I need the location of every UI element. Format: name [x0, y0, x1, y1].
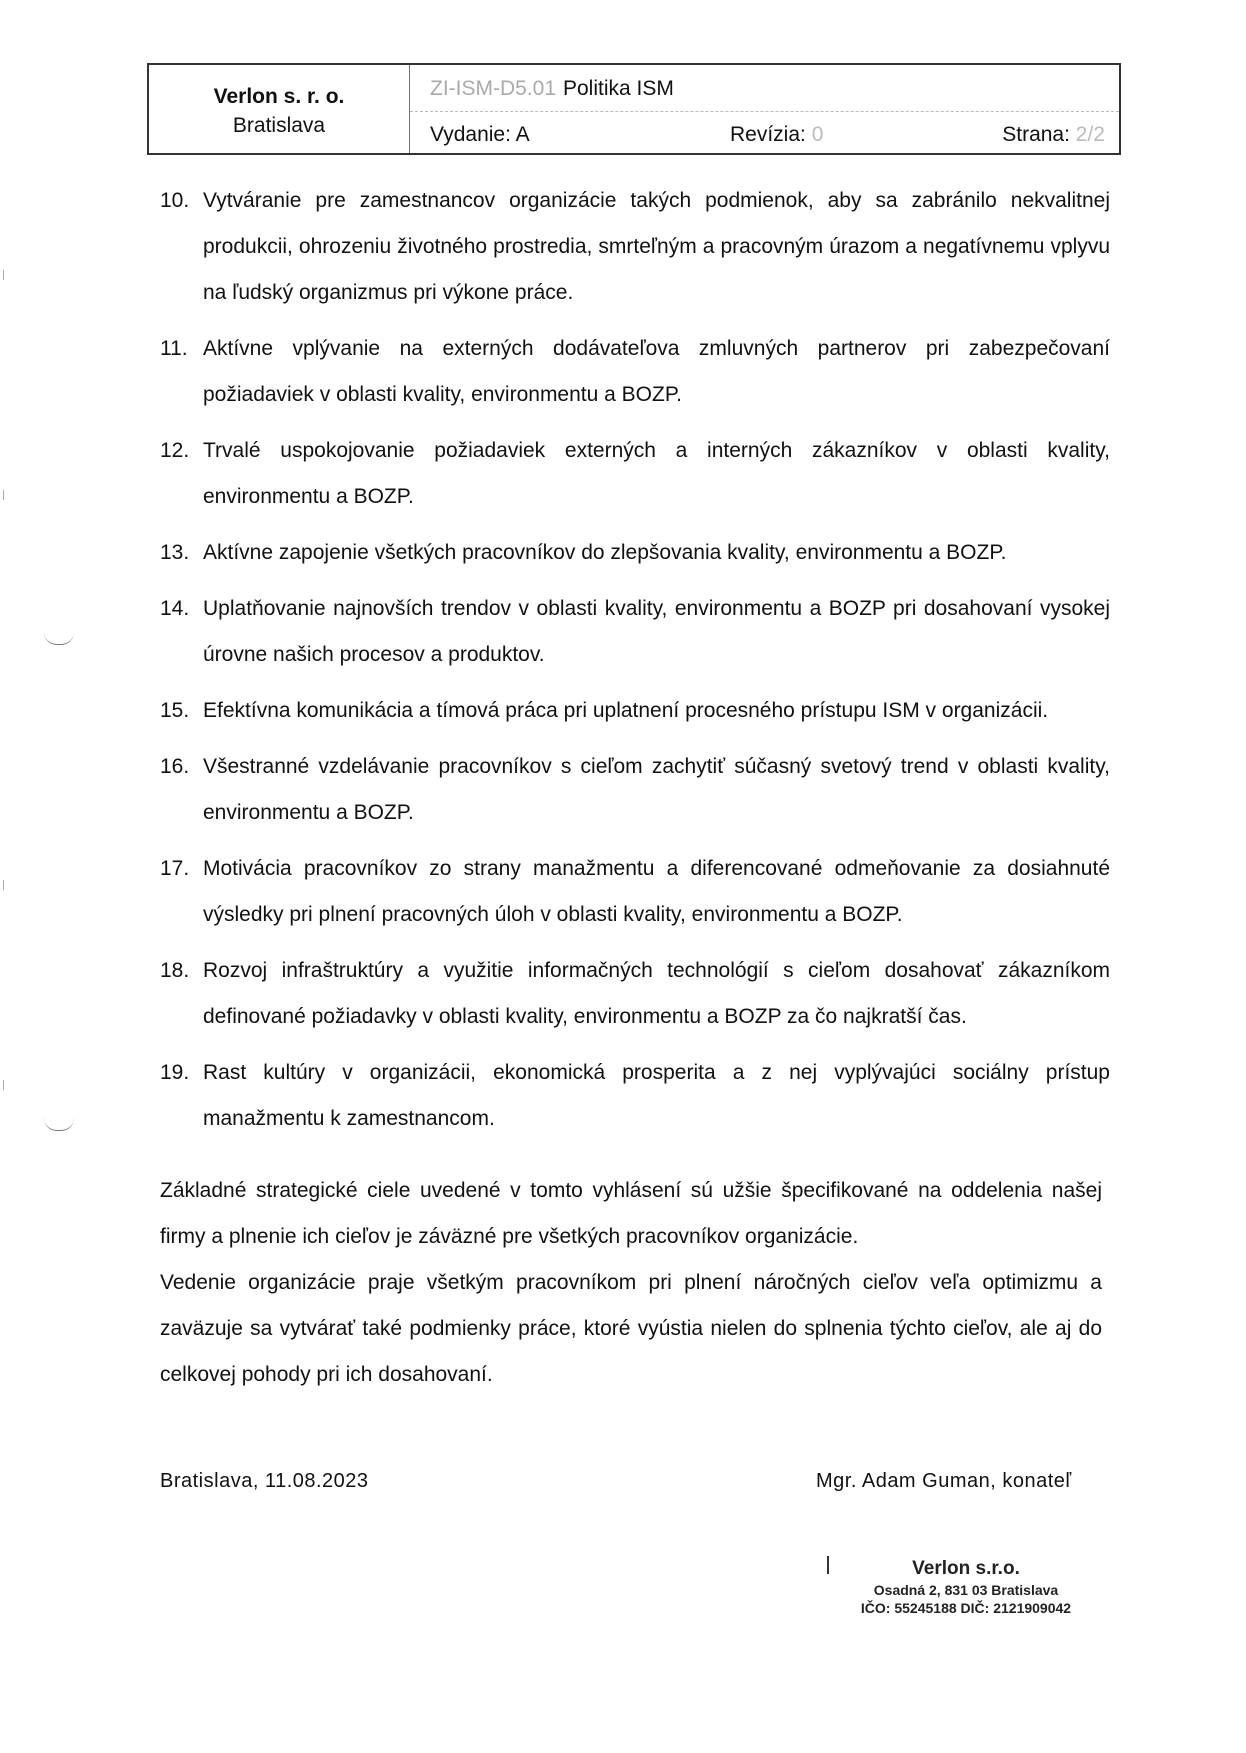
header-title-row [410, 65, 1119, 112]
item-number: 16. [160, 755, 190, 778]
scan-artifact [3, 1080, 4, 1090]
list-item [160, 178, 1110, 316]
header-meta-row [410, 111, 1119, 155]
item-number: 14. [160, 597, 190, 620]
edition-label: Vydanie: [430, 123, 511, 146]
edition [430, 123, 530, 147]
list-item [160, 530, 1110, 576]
item-number: 19. [160, 1061, 190, 1084]
list-item [160, 688, 1110, 734]
stamp-company: Verlon s.r.o. [912, 1558, 1020, 1579]
list-item [160, 1050, 1110, 1142]
item-number: 18. [160, 959, 190, 982]
revision-value: 0 [811, 123, 824, 146]
company-stamp [826, 1558, 1106, 1616]
company-city: Bratislava [232, 114, 326, 137]
item-text: Rozvoj infraštruktúry a využitie informačných technológií s cieľom dosahovať zákazníkom definované požiadavky v oblasti kvality, environmentu a BOZP za čo najkratší čas. [203, 959, 1110, 1028]
item-text: Trvalé uspokojovanie požiadaviek externých a interných zákazníkov v oblasti kvality, environmentu a BOZP. [203, 439, 1110, 508]
revision-label: Revízia: [730, 123, 806, 146]
stamp-ids: IČO: 55245188 DIČ: 2121909042 [860, 1600, 1072, 1616]
doc-title: Politika ISM [563, 77, 674, 100]
list-item [160, 586, 1110, 678]
signatory-name: Mgr. Adam Guman, konateľ [816, 1470, 1072, 1492]
scan-artifact [3, 490, 4, 500]
item-text: Efektívna komunikácia a tímová práca pri uplatnení procesného prístupu ISM v organizácii. [203, 699, 1049, 722]
item-text: Vytváranie pre zamestnancov organizácie takých podmienok, aby sa zabránilo nekvalitnej produkcii, ohrozeniu životného prostredia, smrteľným a pracovným úrazom a negatívnemu vplyvu na ľudský organizmus pri výkone práce. [203, 189, 1110, 304]
item-number: 10. [160, 189, 190, 212]
revision [730, 123, 823, 147]
page-label: Strana: [1002, 123, 1070, 146]
list-item [160, 846, 1110, 938]
edition-value: A [515, 123, 530, 146]
item-number: 17. [160, 857, 190, 880]
goals-list [160, 178, 1110, 1152]
item-text: Aktívne zapojenie všetkých pracovníkov do zlepšovania kvality, environmentu a BOZP. [203, 541, 1007, 564]
closing-paragraph-1: Základné strategické ciele uvedené v tomto vyhlásení sú užšie špecifikované na oddelenia našej firmy a plnenie ich cieľov je záväzné pre všetkých pracovníkov organizácie. [160, 1179, 1102, 1248]
list-item [160, 744, 1110, 836]
company-name: Verlon s. r. o. [213, 85, 345, 108]
header-doc-cell [410, 65, 1119, 153]
list-item [160, 948, 1110, 1040]
item-text: Aktívne vplývanie na externých dodávateľova zmluvných partnerov pri zabezpečovaní požiadaviek v oblasti kvality, environmentu a BOZP. [203, 337, 1110, 406]
punch-hole-mark [44, 632, 74, 645]
document-header [147, 63, 1121, 155]
punch-hole-mark [44, 1118, 74, 1131]
item-number: 15. [160, 699, 190, 722]
list-item [160, 326, 1110, 418]
header-company-cell [149, 65, 410, 153]
stamp-address: Osadná 2, 831 03 Bratislava [873, 1582, 1059, 1598]
list-item [160, 428, 1110, 520]
scan-artifact [3, 880, 4, 890]
item-text: Motivácia pracovníkov zo strany manažmentu a diferencované odmeňovanie za dosiahnuté výsledky pri plnení pracovných úloh v oblasti kvality, environmentu a BOZP. [203, 857, 1110, 926]
item-text: Rast kultúry v organizácii, ekonomická prosperita a z nej vyplývajúci sociálny prístup manažmentu k zamestnancom. [203, 1061, 1110, 1130]
item-text: Uplatňovanie najnovších trendov v oblasti kvality, environmentu a BOZP pri dosahovaní vysokej úrovne našich procesov a produktov. [203, 597, 1110, 666]
place-date: Bratislava, 11.08.2023 [160, 1470, 369, 1492]
item-number: 12. [160, 439, 190, 462]
item-number: 13. [160, 541, 190, 564]
page-number [1002, 123, 1105, 147]
page-value: 2/2 [1075, 123, 1105, 146]
item-number: 11. [160, 337, 188, 360]
item-text: Všestranné vzdelávanie pracovníkov s cieľom zachytiť súčasný svetový trend v oblasti kvality, environmentu a BOZP. [203, 755, 1110, 824]
scan-artifact [3, 270, 4, 280]
closing-paragraph-2: Vedenie organizácie praje všetkým pracovníkom pri plnení náročných cieľov veľa optimizmu a zaväzuje sa vytvárať také podmienky práce, ktoré vyústia nielen do splnenia týchto cieľov, ale aj do celkovej pohody pri ich dosahovaní. [160, 1271, 1102, 1386]
doc-code: ZI-ISM-D5.01 [430, 77, 557, 100]
